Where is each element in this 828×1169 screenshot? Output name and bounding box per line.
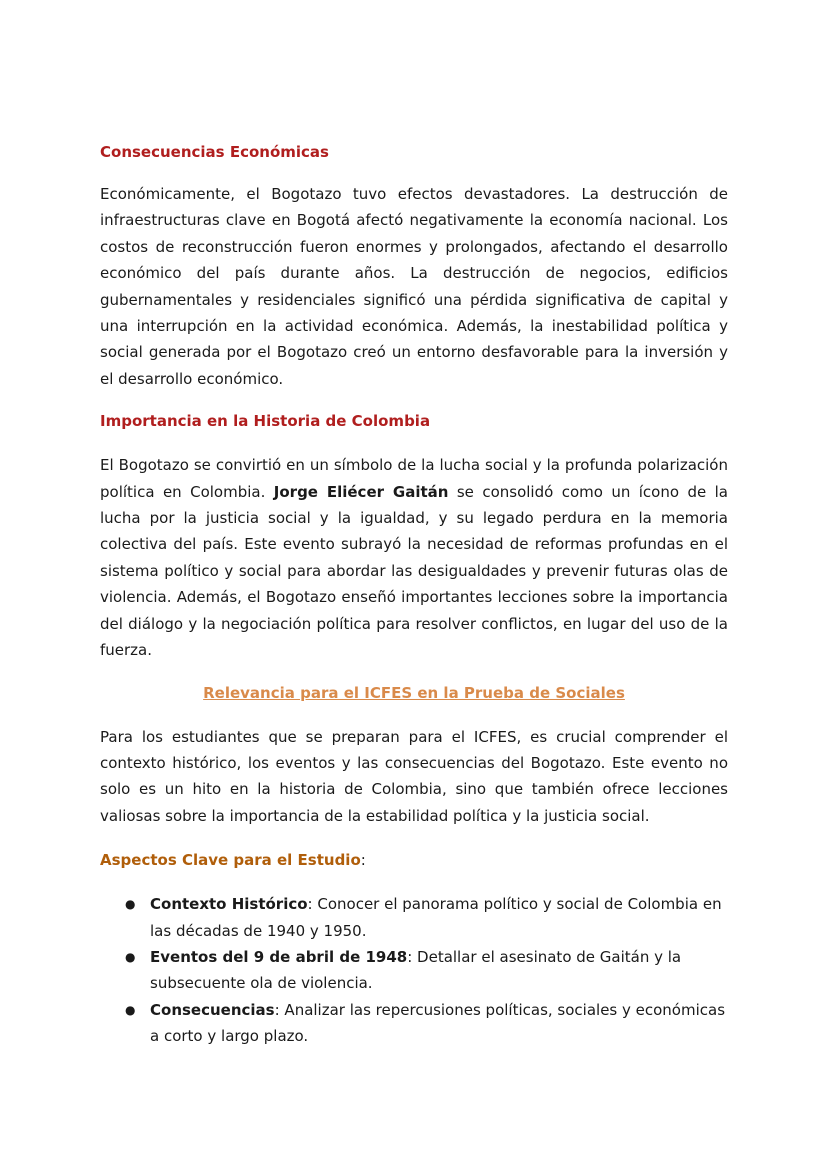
key-aspects-list (100, 891, 728, 1049)
list-item (100, 997, 728, 1050)
list-item-text: : Analizar las repercusiones políticas, sociales y económicas a corto y largo plazo. (150, 1000, 726, 1046)
paragraph-consecuencias-economicas: Económicamente, el Bogotazo tuvo efectos devastadores. La destrucción de infraestructuras clave en Bogotá afectó negativamente la economía nacional. Los costos de reconstrucción fueron enormes y prolongados, afectando el desarrollo económico del país durante años. La destrucción de negocios, edificios gubernamentales y residenciales significó una pérdida significativa de capital y una interrupción en la actividad económica. Además, la inestabilidad política y social generada por el Bogotazo creó un entorno desfavorable para la inversión y el desarrollo económico. (100, 185, 728, 388)
list-item-text: : Conocer el panorama político y social de Colombia en las décadas de 1940 y 1950. (150, 895, 722, 940)
heading-importancia-historia: Importancia en la Historia de Colombia (100, 412, 431, 431)
paragraph-importancia-historia (100, 452, 728, 663)
heading-aspectos-clave (100, 848, 728, 872)
bullet-icon: ● (125, 949, 136, 964)
document-page (100, 140, 728, 1050)
list-item-text: : Detallar el asesinato de Gaitán y la subsecuente ola de violencia. (150, 947, 682, 993)
list-item-term: Eventos del 9 de abril de 1948 (150, 947, 408, 966)
list-item-term: Consecuencias (150, 1000, 275, 1019)
list-item (100, 891, 728, 944)
list-item (100, 944, 728, 997)
importancia-text-1: El Bogotazo se convirtió en un símbolo de la lucha social y la profunda polarización política en Colombia. (100, 456, 728, 501)
paragraph-relevancia-icfes: Para los estudiantes que se preparan para el ICFES, es crucial comprender el contexto histórico, los eventos y las consecuencias del Bogotazo. Este evento no solo es un hito en la historia de Colombia, sino que también ofrece lecciones valiosas sobre la importancia de la estabilidad política y la justicia social. (100, 727, 728, 825)
bullet-icon: ● (125, 1002, 136, 1017)
aspectos-heading-colon: : (360, 851, 366, 870)
gaitan-name: Jorge Eliécer Gaitán (273, 482, 449, 501)
list-item-term: Contexto Histórico (150, 895, 308, 914)
heading-relevancia-icfes-link[interactable]: Relevancia para el ICFES en la Prueba de Sociales (203, 683, 625, 702)
aspectos-heading-text: Aspectos Clave para el Estudio (100, 851, 361, 870)
importancia-text-2: se consolidó como un ícono de la lucha por la justicia social y la igualdad, y su legado perdura en la memoria colectiva del país. Este evento subrayó la necesidad de reformas profundas en el sistema político y social para abordar las desigualdades y prevenir futuras olas de violencia. Además, el Bogotazo enseñó importantes lecciones sobre la importancia del diálogo y la negociación política para resolver conflictos, en lugar del uso de la fuerza. (100, 482, 728, 660)
heading-consecuencias-economicas: Consecuencias Económicas (100, 143, 329, 161)
bullet-icon: ● (125, 897, 136, 912)
